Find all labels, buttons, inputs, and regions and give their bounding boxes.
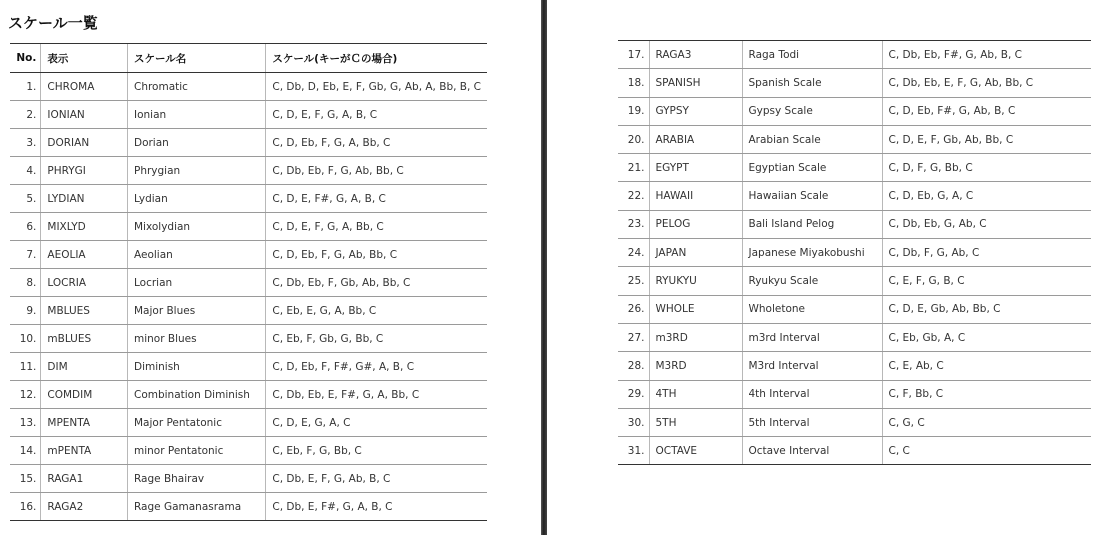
row-number: 24. (618, 239, 649, 267)
scale-name: Gypsy Scale (742, 97, 882, 125)
row-number: 14. (10, 437, 41, 465)
page-title: スケール一覧 (8, 14, 98, 32)
display-code: HAWAII (649, 182, 742, 210)
display-code: RAGA2 (41, 493, 128, 521)
table-row (10, 409, 487, 437)
row-number: 23. (618, 210, 649, 238)
display-code: LYDIAN (41, 185, 128, 213)
scale-name: 4th Interval (742, 380, 882, 408)
display-code: CHROMA (41, 73, 128, 101)
scale-name: M3rd Interval (742, 352, 882, 380)
scale-name: Rage Gamanasrama (127, 493, 265, 521)
row-number: 2. (10, 101, 41, 129)
scale-notes: C, Db, E, F, G, Ab, B, C (266, 465, 487, 493)
row-number: 9. (10, 297, 41, 325)
display-code: LOCRIA (41, 269, 128, 297)
table-row (10, 101, 487, 129)
table-row (618, 295, 1091, 323)
row-number: 15. (10, 465, 41, 493)
display-code: RAGA3 (649, 41, 742, 69)
row-number: 29. (618, 380, 649, 408)
table-row (618, 239, 1091, 267)
scale-name: Lydian (127, 185, 265, 213)
table-row (10, 465, 487, 493)
display-code: PELOG (649, 210, 742, 238)
scale-name: Phrygian (127, 157, 265, 185)
display-code: WHOLE (649, 295, 742, 323)
scale-notes: C, D, Eb, F, G, A, Bb, C (266, 129, 487, 157)
row-number: 21. (618, 154, 649, 182)
display-code: mBLUES (41, 325, 128, 353)
display-code: RAGA1 (41, 465, 128, 493)
scale-name: Major Blues (127, 297, 265, 325)
display-code: AEOLIA (41, 241, 128, 269)
display-code: MIXLYD (41, 213, 128, 241)
scale-name: Mixolydian (127, 213, 265, 241)
row-number: 31. (618, 437, 649, 465)
scale-name: Diminish (127, 353, 265, 381)
row-number: 6. (10, 213, 41, 241)
table-row (618, 210, 1091, 238)
table-row (10, 437, 487, 465)
table-row (618, 125, 1091, 153)
scale-notes: C, Db, Eb, G, Ab, C (882, 210, 1091, 238)
display-code: SPANISH (649, 69, 742, 97)
scale-name: Locrian (127, 269, 265, 297)
scale-name: Raga Todi (742, 41, 882, 69)
scale-table-left (10, 43, 487, 521)
table-row (618, 97, 1091, 125)
display-code: IONIAN (41, 101, 128, 129)
row-number: 10. (10, 325, 41, 353)
scale-notes: C, D, E, F#, G, A, B, C (266, 185, 487, 213)
scale-notes: C, Db, Eb, F, Gb, Ab, Bb, C (266, 269, 487, 297)
display-code: DORIAN (41, 129, 128, 157)
display-code: m3RD (649, 323, 742, 351)
header-no: No. (10, 44, 41, 73)
scale-notes: C, Db, D, Eb, E, F, Gb, G, Ab, A, Bb, B, C (266, 73, 487, 101)
display-code: 4TH (649, 380, 742, 408)
row-number: 11. (10, 353, 41, 381)
scale-name: Dorian (127, 129, 265, 157)
scale-notes: C, D, E, F, G, A, B, C (266, 101, 487, 129)
scale-notes: C, D, F, G, Bb, C (882, 154, 1091, 182)
row-number: 7. (10, 241, 41, 269)
scale-name: Spanish Scale (742, 69, 882, 97)
scale-name: Rage Bhairav (127, 465, 265, 493)
table-row (618, 352, 1091, 380)
scale-name: Arabian Scale (742, 125, 882, 153)
table-row (10, 73, 487, 101)
scale-notes: C, D, Eb, F, F#, G#, A, B, C (266, 353, 487, 381)
row-number: 25. (618, 267, 649, 295)
row-number: 26. (618, 295, 649, 323)
row-number: 22. (618, 182, 649, 210)
header-display: 表示 (41, 44, 128, 73)
table-row (10, 493, 487, 521)
row-number: 20. (618, 125, 649, 153)
scale-name: Hawaiian Scale (742, 182, 882, 210)
table-row (10, 269, 487, 297)
display-code: 5TH (649, 408, 742, 436)
scale-name: Combination Diminish (127, 381, 265, 409)
scale-notes: C, E, Ab, C (882, 352, 1091, 380)
table-row (618, 380, 1091, 408)
row-number: 8. (10, 269, 41, 297)
table-header-row (10, 44, 487, 73)
scale-name: Egyptian Scale (742, 154, 882, 182)
display-code: PHRYGI (41, 157, 128, 185)
scale-name: Major Pentatonic (127, 409, 265, 437)
scale-notes: C, D, Eb, F, G, Ab, Bb, C (266, 241, 487, 269)
scale-notes: C, Eb, F, G, Bb, C (266, 437, 487, 465)
scale-name: Bali Island Pelog (742, 210, 882, 238)
display-code: COMDIM (41, 381, 128, 409)
row-number: 4. (10, 157, 41, 185)
scale-name: minor Blues (127, 325, 265, 353)
row-number: 5. (10, 185, 41, 213)
header-scale-notes: スケール(キーがＣの場合) (266, 44, 487, 73)
row-number: 3. (10, 129, 41, 157)
row-number: 12. (10, 381, 41, 409)
header-scale-name: スケール名 (127, 44, 265, 73)
table-row (10, 185, 487, 213)
scale-name: 5th Interval (742, 408, 882, 436)
display-code: GYPSY (649, 97, 742, 125)
display-code: M3RD (649, 352, 742, 380)
scale-notes: C, Db, F, G, Ab, C (882, 239, 1091, 267)
table-row (618, 182, 1091, 210)
scale-notes: C, E, F, G, B, C (882, 267, 1091, 295)
scale-notes: C, Db, Eb, F, G, Ab, Bb, C (266, 157, 487, 185)
table-row (618, 323, 1091, 351)
display-code: ARABIA (649, 125, 742, 153)
table-row (618, 41, 1091, 69)
table-row (10, 353, 487, 381)
scale-name: Wholetone (742, 295, 882, 323)
scale-notes: C, F, Bb, C (882, 380, 1091, 408)
scale-notes: C, Db, Eb, E, F, G, Ab, Bb, C (882, 69, 1091, 97)
display-code: RYUKYU (649, 267, 742, 295)
row-number: 16. (10, 493, 41, 521)
scale-notes: C, D, E, F, Gb, Ab, Bb, C (882, 125, 1091, 153)
display-code: OCTAVE (649, 437, 742, 465)
display-code: JAPAN (649, 239, 742, 267)
scale-name: m3rd Interval (742, 323, 882, 351)
table-row (618, 69, 1091, 97)
scale-name: Ryukyu Scale (742, 267, 882, 295)
book-spine (541, 0, 547, 535)
scale-name: Aeolian (127, 241, 265, 269)
scale-name: Octave Interval (742, 437, 882, 465)
display-code: MBLUES (41, 297, 128, 325)
scale-table-right (618, 40, 1091, 465)
scale-notes: C, Eb, F, Gb, G, Bb, C (266, 325, 487, 353)
row-number: 27. (618, 323, 649, 351)
row-number: 1. (10, 73, 41, 101)
table-row (618, 437, 1091, 465)
table-row (10, 213, 487, 241)
scale-notes: C, D, E, F, G, A, Bb, C (266, 213, 487, 241)
display-code: DIM (41, 353, 128, 381)
table-row (618, 408, 1091, 436)
scale-notes: C, D, E, Gb, Ab, Bb, C (882, 295, 1091, 323)
table-row (10, 325, 487, 353)
scale-name: Ionian (127, 101, 265, 129)
row-number: 30. (618, 408, 649, 436)
table-row (618, 267, 1091, 295)
scale-notes: C, D, Eb, F#, G, Ab, B, C (882, 97, 1091, 125)
table-row (10, 241, 487, 269)
table-row (10, 157, 487, 185)
scale-notes: C, Eb, Gb, A, C (882, 323, 1091, 351)
scale-notes: C, Eb, E, G, A, Bb, C (266, 297, 487, 325)
scale-name: minor Pentatonic (127, 437, 265, 465)
display-code: MPENTA (41, 409, 128, 437)
row-number: 13. (10, 409, 41, 437)
display-code: mPENTA (41, 437, 128, 465)
scale-notes: C, G, C (882, 408, 1091, 436)
scale-notes: C, Db, Eb, E, F#, G, A, Bb, C (266, 381, 487, 409)
scale-notes: C, D, E, G, A, C (266, 409, 487, 437)
row-number: 28. (618, 352, 649, 380)
scale-notes: C, Db, Eb, F#, G, Ab, B, C (882, 41, 1091, 69)
row-number: 18. (618, 69, 649, 97)
row-number: 17. (618, 41, 649, 69)
scale-notes: C, D, Eb, G, A, C (882, 182, 1091, 210)
table-row (10, 381, 487, 409)
display-code: EGYPT (649, 154, 742, 182)
scale-notes: C, C (882, 437, 1091, 465)
scale-name: Chromatic (127, 73, 265, 101)
row-number: 19. (618, 97, 649, 125)
scale-notes: C, Db, E, F#, G, A, B, C (266, 493, 487, 521)
table-row (10, 129, 487, 157)
scale-name: Japanese Miyakobushi (742, 239, 882, 267)
table-row (618, 154, 1091, 182)
table-row (10, 297, 487, 325)
